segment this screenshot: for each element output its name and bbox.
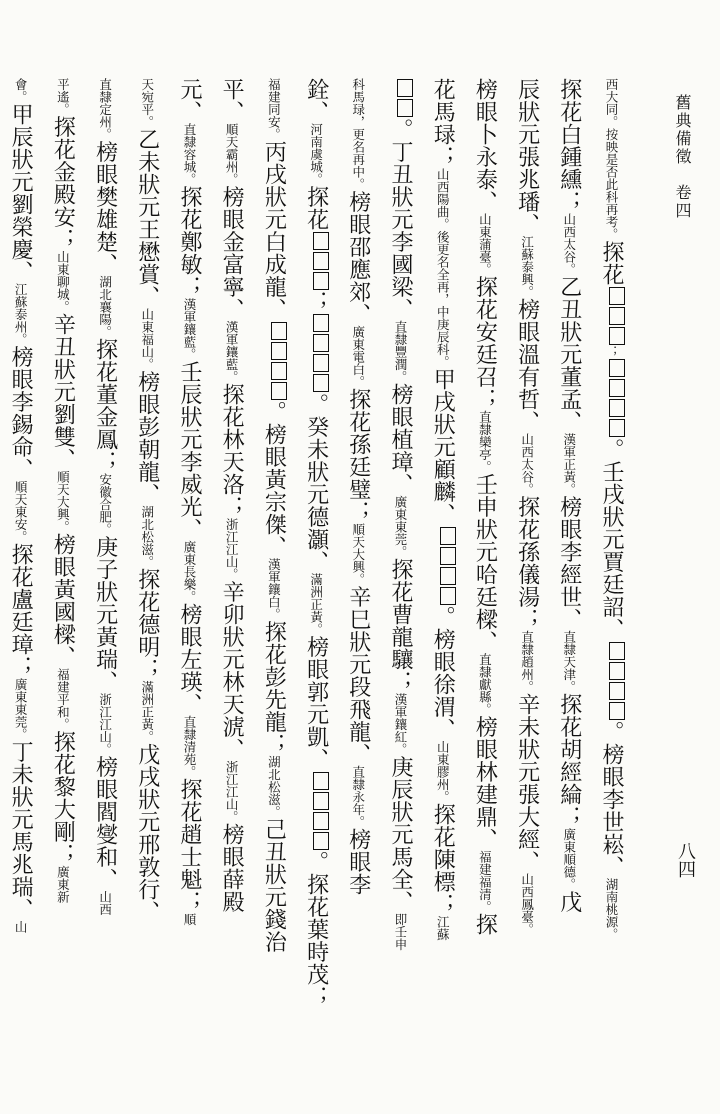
annotation-text: 廣東東莞。 (13, 678, 29, 741)
annotation-text: 浙江江山。 (224, 518, 240, 581)
main-text: 榜眼薛殿 (219, 823, 245, 913)
main-text: 庚子狀元黃瑞、 (92, 535, 118, 693)
main-text: 榜眼卜永泰、 (472, 78, 498, 213)
main-text: 乙未狀元王懋賞、 (134, 128, 160, 308)
main-text: 榜眼植璋、 (387, 383, 413, 496)
main-text: 。探花葉時茂； (303, 850, 329, 1008)
annotation-text: 會。 (13, 78, 29, 103)
annotation-text: 江蘇泰州。 (13, 283, 29, 346)
missing-character-box (313, 812, 329, 830)
annotation-text: 後更名全再，中庚辰科。 (435, 230, 451, 368)
main-text: 辛丑狀元劉雙、 (50, 313, 76, 471)
annotation-text: 順天大興。 (350, 523, 366, 586)
main-text: 探花趙士魁； (176, 778, 202, 913)
main-text: 甲戌狀元顧麟、 (430, 368, 456, 526)
main-text: 榜眼溫有哲、 (514, 298, 540, 433)
main-text: 己丑狀元錢治 (261, 818, 287, 953)
text-column (168, 78, 210, 1068)
main-text: 榜眼李經世、 (556, 495, 582, 631)
main-text: 探花黎大剛； (50, 730, 76, 866)
main-text: 探花金殿安； (50, 115, 76, 251)
missing-character-box (609, 419, 625, 437)
missing-character-box (313, 354, 329, 372)
annotation-text: 順天霸州。 (224, 123, 240, 186)
annotation-text: 順天大興。 (55, 470, 71, 533)
main-text: 花馬琭； (430, 78, 456, 168)
main-text: 戊戌狀元邢敦行、 (134, 743, 160, 923)
annotation-text: 江蘇 (435, 915, 451, 941)
missing-character-box (313, 334, 329, 352)
annotation-text: 湖北松滋。 (266, 755, 282, 818)
main-text: 榜眼李錫命、 (8, 345, 34, 481)
missing-character-box (397, 99, 413, 117)
missing-character-box (271, 322, 287, 340)
main-text: 元、 (176, 78, 202, 123)
annotation-text: 漢軍鑲紅。 (392, 693, 408, 756)
annotation-text: 廣東順德。 (561, 828, 577, 891)
missing-character-box (271, 362, 287, 380)
annotation-text: 安徽合肥。 (97, 473, 113, 536)
main-text: 探花陳標； (430, 803, 456, 916)
annotation-text: 科馬琭，更名再中。 (350, 78, 366, 191)
annotation-text: 漢軍正黃。 (561, 433, 577, 496)
main-text: 平、 (219, 78, 245, 123)
text-column (83, 78, 125, 1068)
missing-character-box (313, 272, 329, 290)
main-text: 探花德明； (134, 568, 160, 681)
missing-character-box (609, 327, 625, 345)
main-text: 。榜眼李世崧、 (599, 720, 624, 878)
main-text: 探花彭先龍； (261, 620, 287, 756)
annotation-text: 直隸欒亭。 (477, 410, 493, 473)
missing-character-box (609, 399, 625, 417)
annotation-text: 廣東新 (55, 865, 71, 903)
annotation-text: 山西鳳臺。 (519, 873, 535, 936)
annotation-text: ； (604, 345, 619, 358)
annotation-text: 廣東東莞。 (392, 495, 408, 558)
main-text: 辛未狀元張大經、 (514, 693, 540, 873)
annotation-text: 漢軍鑲白。 (266, 558, 282, 621)
missing-character-box (271, 342, 287, 360)
annotation-text: 漢軍鑲藍。 (181, 298, 197, 361)
running-head: 舊典備徵 卷四 (673, 94, 692, 220)
missing-character-box (609, 662, 625, 680)
missing-character-box (609, 359, 625, 377)
main-text: 辛卯狀元林天淲、 (219, 580, 245, 761)
missing-character-box (440, 587, 456, 605)
main-text: 探花 (303, 185, 329, 231)
text-column (337, 78, 379, 1068)
main-text: 探花孫儀湯； (514, 495, 540, 631)
main-text: 戊 (556, 890, 582, 913)
annotation-text: 山東蒲臺。 (477, 213, 493, 276)
text-column (210, 78, 252, 1068)
main-text: 榜眼樊雄楚、 (92, 140, 118, 276)
text-column (379, 78, 421, 1068)
annotation-text: 福建福清。 (477, 850, 493, 913)
annotation-text: 直隸獻縣。 (477, 653, 493, 716)
annotation-text: 山東膠州。 (435, 740, 451, 803)
text-column (590, 78, 632, 1068)
annotation-text: 即壬申 (392, 913, 408, 951)
missing-character-box (609, 307, 625, 325)
annotation-text: 滿洲正黃。 (308, 573, 324, 636)
annotation-text: 浙江江山。 (224, 760, 240, 823)
annotation-text: 山東福山。 (139, 308, 155, 371)
missing-character-box (313, 232, 329, 250)
main-text: 榜眼李 (345, 828, 371, 896)
annotation-text: 福建平和。 (55, 668, 71, 731)
missing-character-box (440, 567, 456, 585)
main-text: 。癸未狀元德灝、 (303, 393, 329, 573)
text-column (548, 78, 590, 1068)
main-text: 榜眼金富寧、 (219, 185, 245, 321)
missing-character-box (440, 547, 456, 565)
main-text: 榜眼林建鼎、 (472, 715, 498, 851)
main-text: 庚辰狀元馬全、 (387, 755, 413, 913)
text-column (463, 78, 505, 1068)
annotation-text: 山東聊城。 (55, 250, 71, 313)
annotation-text: 漢軍鑲藍。 (224, 320, 240, 383)
annotation-text: 直隸永年。 (350, 765, 366, 828)
main-text: ； (303, 290, 329, 313)
main-text: 探花鄭敏； (176, 185, 202, 298)
main-text: 丁未狀元馬兆瑞、 (8, 740, 34, 921)
main-text: 榜眼彭朝龍、 (134, 370, 160, 506)
annotation-text: 直隸定州。 (97, 78, 113, 141)
main-text: 榜眼閻燮和、 (92, 755, 118, 891)
missing-character-box (440, 527, 456, 545)
annotation-text: 西大同。 (604, 78, 619, 128)
missing-character-box (313, 772, 329, 790)
text-column (421, 78, 463, 1068)
missing-character-box (609, 642, 625, 660)
missing-character-box (609, 682, 625, 700)
main-text: 。榜眼黃宗傑、 (261, 400, 287, 558)
annotation-text: 直隸清苑。 (181, 715, 197, 778)
main-text: 辛巳狀元段飛龍、 (345, 585, 371, 766)
main-text: 探花盧廷璋； (8, 543, 34, 678)
main-text: 榜眼郭元凱、 (303, 635, 329, 771)
main-text: 探 (472, 913, 498, 936)
main-text: 探花安廷召； (472, 275, 498, 411)
missing-character-box (609, 287, 625, 305)
main-text: 辰狀元張兆璠、 (514, 78, 540, 236)
main-text: 。榜眼徐渭、 (430, 605, 456, 741)
annotation-text: 順天東安。 (13, 480, 29, 543)
text-column (252, 78, 294, 1068)
annotation-text: 福建同安。 (266, 78, 282, 141)
annotation-text: 河南虞城。 (308, 123, 324, 186)
annotation-text: 湖北襄陽。 (97, 275, 113, 338)
annotation-text: 湖南桃源。 (604, 878, 619, 941)
main-text: 探花曹龍驤； (387, 558, 413, 693)
annotation-text: 湖北松滋。 (139, 505, 155, 568)
text-column (505, 78, 547, 1068)
annotation-text: 直隸容城。 (181, 123, 197, 186)
annotation-text: 順 (181, 913, 197, 926)
text-column (126, 78, 168, 1068)
main-text: 探花 (599, 240, 624, 286)
annotation-text: 直隸天津。 (561, 630, 577, 693)
main-text: 甲辰狀元劉榮慶、 (8, 103, 34, 283)
main-text: 探花林天洛； (219, 383, 245, 518)
missing-character-box (313, 252, 329, 270)
text-column (0, 78, 41, 1068)
main-text: 。丁丑狀元李國梁、 (387, 118, 413, 321)
missing-character-box (271, 382, 287, 400)
main-text: 探花董金鳳； (92, 338, 118, 473)
annotation-text: 直隸趙州。 (519, 630, 535, 693)
main-text: 丙戌狀元白成龍、 (261, 140, 287, 321)
main-text: 壬辰狀元李威光、 (176, 360, 202, 541)
body-text (8, 78, 632, 1078)
main-text: 探花胡經綸； (556, 693, 582, 828)
missing-character-box (313, 374, 329, 392)
annotation-text: 山 (13, 920, 29, 933)
missing-character-box (313, 792, 329, 810)
missing-character-box (397, 79, 413, 97)
annotation-text: 廣東電白。 (350, 325, 366, 388)
annotation-text: 廣東長樂。 (181, 540, 197, 603)
main-text: 乙丑狀元董孟、 (556, 275, 582, 433)
main-text: 。壬戌狀元賈廷詔、 (599, 438, 624, 641)
annotation-text: 山西太谷。 (519, 433, 535, 496)
text-column (294, 78, 336, 1068)
missing-character-box (313, 314, 329, 332)
missing-character-box (313, 832, 329, 850)
annotation-text: 浙江江山。 (97, 693, 113, 756)
main-text: 銓、 (303, 78, 329, 123)
text-column (41, 78, 83, 1068)
main-text: 榜眼黃國樑、 (50, 533, 76, 668)
missing-character-box (609, 702, 625, 720)
main-text: 榜眼左瑛、 (176, 603, 202, 716)
annotation-text: 直隸豐潤。 (392, 320, 408, 383)
main-text: 壬申狀元哈廷樑、 (472, 473, 498, 653)
main-text: 榜眼邵應郊、 (345, 190, 371, 326)
annotation-text: 山西太谷。 (561, 213, 577, 276)
annotation-text: 山西 (97, 890, 113, 916)
annotation-text: 滿洲正黃。 (139, 680, 155, 743)
annotation-text: 按映是否此科再考。 (604, 128, 619, 241)
annotation-text: 江蘇泰興。 (519, 235, 535, 298)
missing-character-box (609, 379, 625, 397)
main-text: 探花孫廷璧； (345, 388, 371, 523)
annotation-text: 山西陽曲。 (435, 168, 451, 231)
main-text: 探花白鍾纁； (556, 78, 582, 213)
page-number: 八四 (675, 842, 696, 878)
annotation-text: 平遙。 (55, 78, 71, 116)
annotation-text: 天宛平。 (139, 78, 155, 128)
